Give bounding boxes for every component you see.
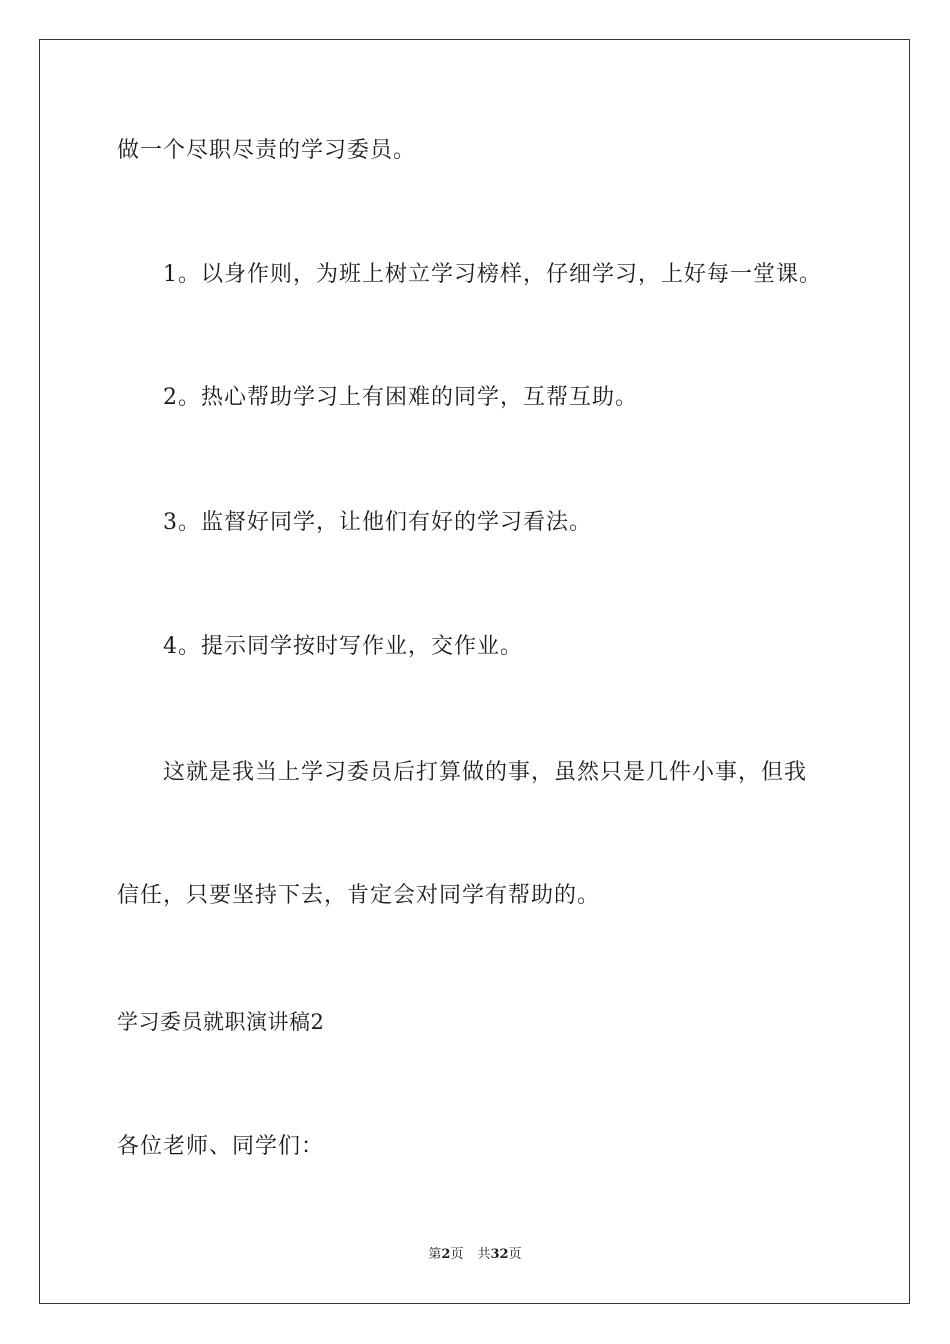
- paragraph-line-1: 做一个尽职尽责的学习委员。: [117, 138, 417, 163]
- list-item-3: 3。监督好同学，让他们有好的学习看法。: [163, 510, 592, 535]
- footer-page-prefix: 第: [428, 1247, 442, 1262]
- list-item-2: 2。热心帮助学习上有困难的同学，互帮互助。: [163, 385, 638, 410]
- page-footer: [0, 1247, 950, 1263]
- paragraph-line-2: 这就是我当上学习委员后打算做的事，虽然只是几件小事，但我: [163, 760, 808, 785]
- footer-page-suffix: 页: [450, 1247, 464, 1262]
- footer-page-number: 2: [441, 1247, 451, 1262]
- footer-total-suffix: 页: [508, 1247, 522, 1262]
- section-title: 学习委员就职演讲稿2: [117, 1010, 325, 1034]
- list-item-4: 4。提示同学按时写作业，交作业。: [163, 634, 523, 659]
- footer-total-prefix: 共: [477, 1247, 491, 1262]
- salutation: 各位老师、同学们：: [117, 1134, 325, 1159]
- paragraph-line-3: 信任，只要坚持下去，肯定会对同学有帮助的。: [117, 883, 601, 908]
- list-item-1: 1。以身作则，为班上树立学习榜样，仔细学习，上好每一堂课。: [163, 262, 822, 287]
- footer-total-pages: 32: [490, 1247, 509, 1262]
- page-frame: [39, 39, 910, 1304]
